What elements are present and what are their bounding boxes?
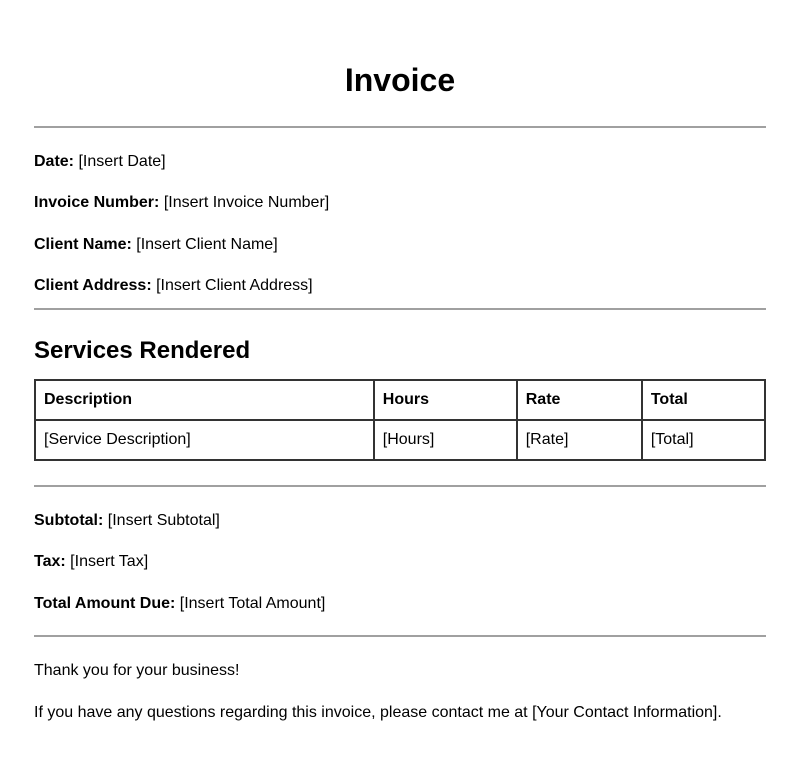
column-header-total: Total — [642, 380, 765, 420]
client-name-field — [34, 235, 278, 255]
client-name-label: Client Name: — [34, 236, 132, 253]
column-header-rate: Rate — [517, 380, 642, 420]
invoice-number-label: Invoice Number: — [34, 194, 160, 211]
services-heading: Services Rendered — [34, 337, 251, 364]
total-due-value: [Insert Total Amount] — [179, 595, 326, 612]
tax-field — [34, 552, 148, 572]
cell-hours: [Hours] — [374, 420, 517, 460]
total-due-label: Total Amount Due: — [34, 595, 176, 612]
tax-value: [Insert Tax] — [70, 553, 149, 570]
divider — [34, 126, 766, 128]
subtotal-label: Subtotal: — [34, 512, 104, 529]
tax-label: Tax: — [34, 553, 66, 570]
column-header-hours: Hours — [374, 380, 517, 420]
cell-description: [Service Description] — [35, 420, 374, 460]
divider — [34, 485, 766, 487]
total-due-field — [34, 594, 325, 614]
table-row — [35, 420, 765, 460]
cell-rate: [Rate] — [517, 420, 642, 460]
subtotal-value: [Insert Subtotal] — [107, 512, 220, 529]
table-header-row — [35, 380, 765, 420]
client-address-value: [Insert Client Address] — [156, 277, 313, 294]
invoice-title: Invoice — [344, 62, 456, 98]
client-address-label: Client Address: — [34, 277, 152, 294]
invoice-number-value: [Insert Invoice Number] — [163, 194, 330, 211]
cell-total: [Total] — [642, 420, 765, 460]
thank-you-text: Thank you for your business! — [34, 662, 240, 679]
subtotal-field — [34, 511, 220, 531]
divider — [34, 308, 766, 310]
date-value: [Insert Date] — [78, 153, 166, 170]
services-table — [34, 379, 766, 461]
column-header-description: Description — [35, 380, 374, 420]
date-field — [34, 152, 166, 172]
client-address-field — [34, 276, 313, 296]
date-label: Date: — [34, 153, 75, 170]
contact-text: If you have any questions regarding this invoice, please contact me at [Your Contact Information]. — [34, 704, 722, 721]
divider — [34, 635, 766, 637]
invoice-number-field — [34, 193, 329, 213]
client-name-value: [Insert Client Name] — [136, 236, 278, 253]
